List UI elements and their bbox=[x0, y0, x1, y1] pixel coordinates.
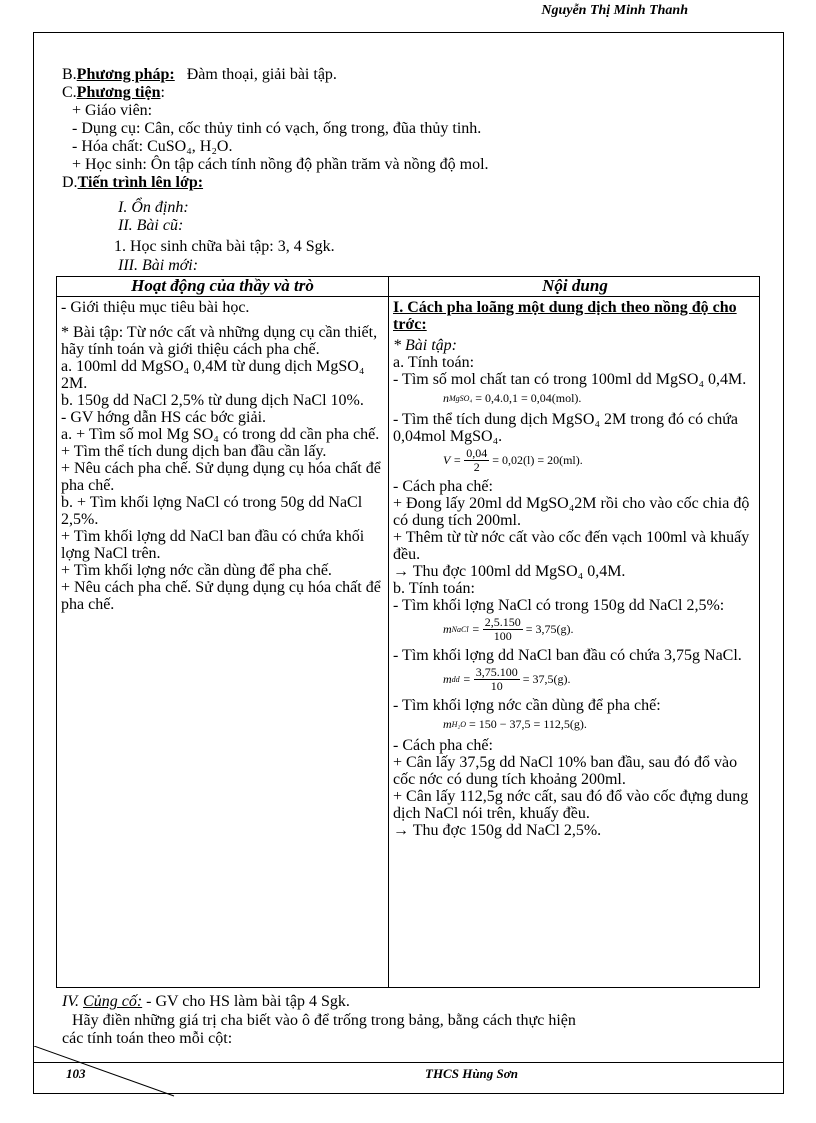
content-section-title: I. Cách pha loãng một dung dịch theo nồng độ cho trớc: bbox=[393, 299, 737, 333]
content-column bbox=[393, 299, 757, 839]
activities-column bbox=[61, 299, 383, 613]
section-iv-label: IV. bbox=[62, 993, 84, 1010]
activity-line: + Tìm khối lợng nớc cần dùng để pha chế. bbox=[61, 562, 332, 579]
step-2-text: 1. Học sinh chữa bài tập: 3, 4 Sgk. bbox=[114, 238, 335, 255]
section-b-title: Phương pháp: bbox=[76, 66, 175, 83]
formula-volume: V = $\frac{0,04}{2}$ = 0,02(l) = 20(ml). bbox=[443, 446, 583, 474]
content-line: + Thêm từ từ nớc cất vào cốc đến vạch 100ml và khuấy đều. bbox=[393, 529, 750, 563]
section-d-title: Tiến trình lên lớp: bbox=[77, 174, 204, 191]
activity-line: a. + Tìm số mol Mg SO₄ có trong dd cần pha chế. bbox=[61, 426, 380, 443]
step-2: II. Bài cũ: bbox=[118, 217, 184, 234]
footer-school: THCS Hùng Sơn bbox=[425, 1066, 518, 1081]
table-head-content: Nội dung bbox=[542, 276, 608, 295]
formula-nacl-mass: m NaCl = $\frac{2,5.150}{100}$ = 3,75(g). bbox=[443, 615, 574, 643]
section-b-text: Đàm thoại, giải bài tập. bbox=[186, 66, 337, 83]
content-exercise-label: * Bài tập: bbox=[393, 337, 457, 354]
section-c-colon: : bbox=[160, 84, 165, 101]
content-line: - Cách pha chế: bbox=[393, 737, 493, 754]
content-line: → Thu đợc 150g dd NaCl 2,5%. bbox=[393, 822, 602, 839]
section-d-label: D. bbox=[62, 174, 78, 191]
instruction-line: các tính toán theo mỗi cột: bbox=[62, 1030, 233, 1047]
teacher-heading: + Giáo viên: bbox=[72, 102, 153, 119]
content-line: - Cách pha chế: bbox=[393, 478, 493, 495]
activity-line: - Giới thiệu mục tiêu bài học. bbox=[61, 299, 250, 316]
section-b-label: B. bbox=[62, 66, 77, 83]
content-line: → Thu đợc 100ml dd MgSO₄ 0,4M. bbox=[393, 563, 626, 580]
section-d bbox=[62, 174, 203, 191]
content-line: - Tìm thể tích dung dịch MgSO₄ 2M trong đó có chứa 0,04mol MgSO₄. bbox=[393, 411, 739, 445]
content-line: - Tìm khối lợng dd NaCl ban đầu có chứa 3,75g NaCl. bbox=[393, 647, 742, 664]
content-line: + Cân lấy 37,5g dd NaCl 10% ban đầu, sau đó đổ vào cốc nớc có dung tích khoảng 200ml. bbox=[393, 754, 738, 788]
table-header-divider bbox=[57, 296, 759, 297]
section-c-title: Phương tiện bbox=[76, 84, 161, 101]
section-iv-text: - GV cho HS làm bài tập 4 Sgk. bbox=[142, 993, 350, 1010]
content-line: a. Tính toán: bbox=[393, 354, 475, 371]
formula-solution-mass: m dd = $\frac{3,75.100}{10}$ = 37,5(g). bbox=[443, 665, 571, 693]
activity-line: b. + Tìm khối lợng NaCl có trong 50g dd NaCl 2,5%. bbox=[61, 494, 363, 528]
table-column-divider bbox=[388, 277, 389, 987]
chemicals-line: - Hóa chất: CuSO₄, H₂O. bbox=[72, 138, 233, 155]
table-head-activities: Hoạt động của thầy và trò bbox=[131, 276, 314, 295]
page-number: 103 bbox=[66, 1066, 86, 1081]
activity-line: + Tìm thể tích dung dịch ban đầu cần lấy. bbox=[61, 443, 327, 460]
instruction-line: Hãy điền những giá trị cha biết vào ô để trống trong bảng, bằng cách thực hiện bbox=[72, 1012, 576, 1029]
activity-line: + Nêu cách pha chế. Sử dụng dụng cụ hóa chất để pha chế. bbox=[61, 460, 381, 494]
content-line: - Tìm số mol chất tan có trong 100ml dd MgSO₄ 0,4M. bbox=[393, 371, 747, 388]
header-author: Nguyễn Thị Minh Thanh bbox=[541, 3, 688, 18]
footer-diagonal-line bbox=[34, 1046, 184, 1098]
activity-line: - GV hớng dẫn HS các bớc giải. bbox=[61, 409, 267, 426]
activity-line: a. 100ml dd MgSO₄ 0,4M từ dung dịch MgSO₄ 2M. bbox=[61, 358, 365, 392]
formula-mol: n MgSO₄ = 0,4.0,1 = 0,04(mol). bbox=[443, 391, 582, 405]
content-line: - Tìm khối lợng nớc cần dùng để pha chế: bbox=[393, 697, 661, 714]
equipment-line: - Dụng cụ: Cân, cốc thủy tinh có vạch, ống trong, đũa thủy tinh. bbox=[72, 120, 482, 137]
section-iv-title: Củng cố: bbox=[83, 993, 143, 1010]
activity-line: + Nêu cách pha chế. Sử dụng dụng cụ hóa chất để pha chế. bbox=[61, 579, 381, 613]
content-line: + Cân lấy 112,5g nớc cất, sau đó đổ vào cốc đựng dung dịch NaCl nói trên, khuấy đều. bbox=[393, 788, 749, 822]
content-line: b. Tính toán: bbox=[393, 580, 475, 597]
students-line: + Học sinh: Ôn tập cách tính nồng độ phần trăm và nồng độ mol. bbox=[72, 156, 489, 173]
content-line: - Tìm khối lợng NaCl có trong 150g dd NaCl 2,5%: bbox=[393, 597, 725, 614]
section-c bbox=[62, 84, 165, 101]
lesson-table bbox=[56, 276, 760, 988]
section-b bbox=[62, 66, 337, 83]
section-iv bbox=[62, 993, 350, 1010]
step-3: III. Bài mới: bbox=[118, 257, 199, 274]
formula-water-mass: m H₂O = 150 − 37,5 = 112,5(g). bbox=[443, 717, 587, 731]
content-line: + Đong lấy 20ml dd MgSO₄2M rồi cho vào cốc chia độ có dung tích 200ml. bbox=[393, 495, 750, 529]
activity-line: + Tìm khối lợng dd NaCl ban đầu có chứa khối lợng NaCl trên. bbox=[61, 528, 365, 562]
activity-line: b. 150g dd NaCl 2,5% từ dung dịch NaCl 10%. bbox=[61, 392, 364, 409]
activity-line: * Bài tập: Từ nớc cất và những dụng cụ cần thiết, hãy tính toán và giới thiệu cách pha chế. bbox=[61, 324, 378, 358]
step-1: I. Ổn định: bbox=[118, 199, 189, 216]
section-c-label: C. bbox=[62, 84, 77, 101]
